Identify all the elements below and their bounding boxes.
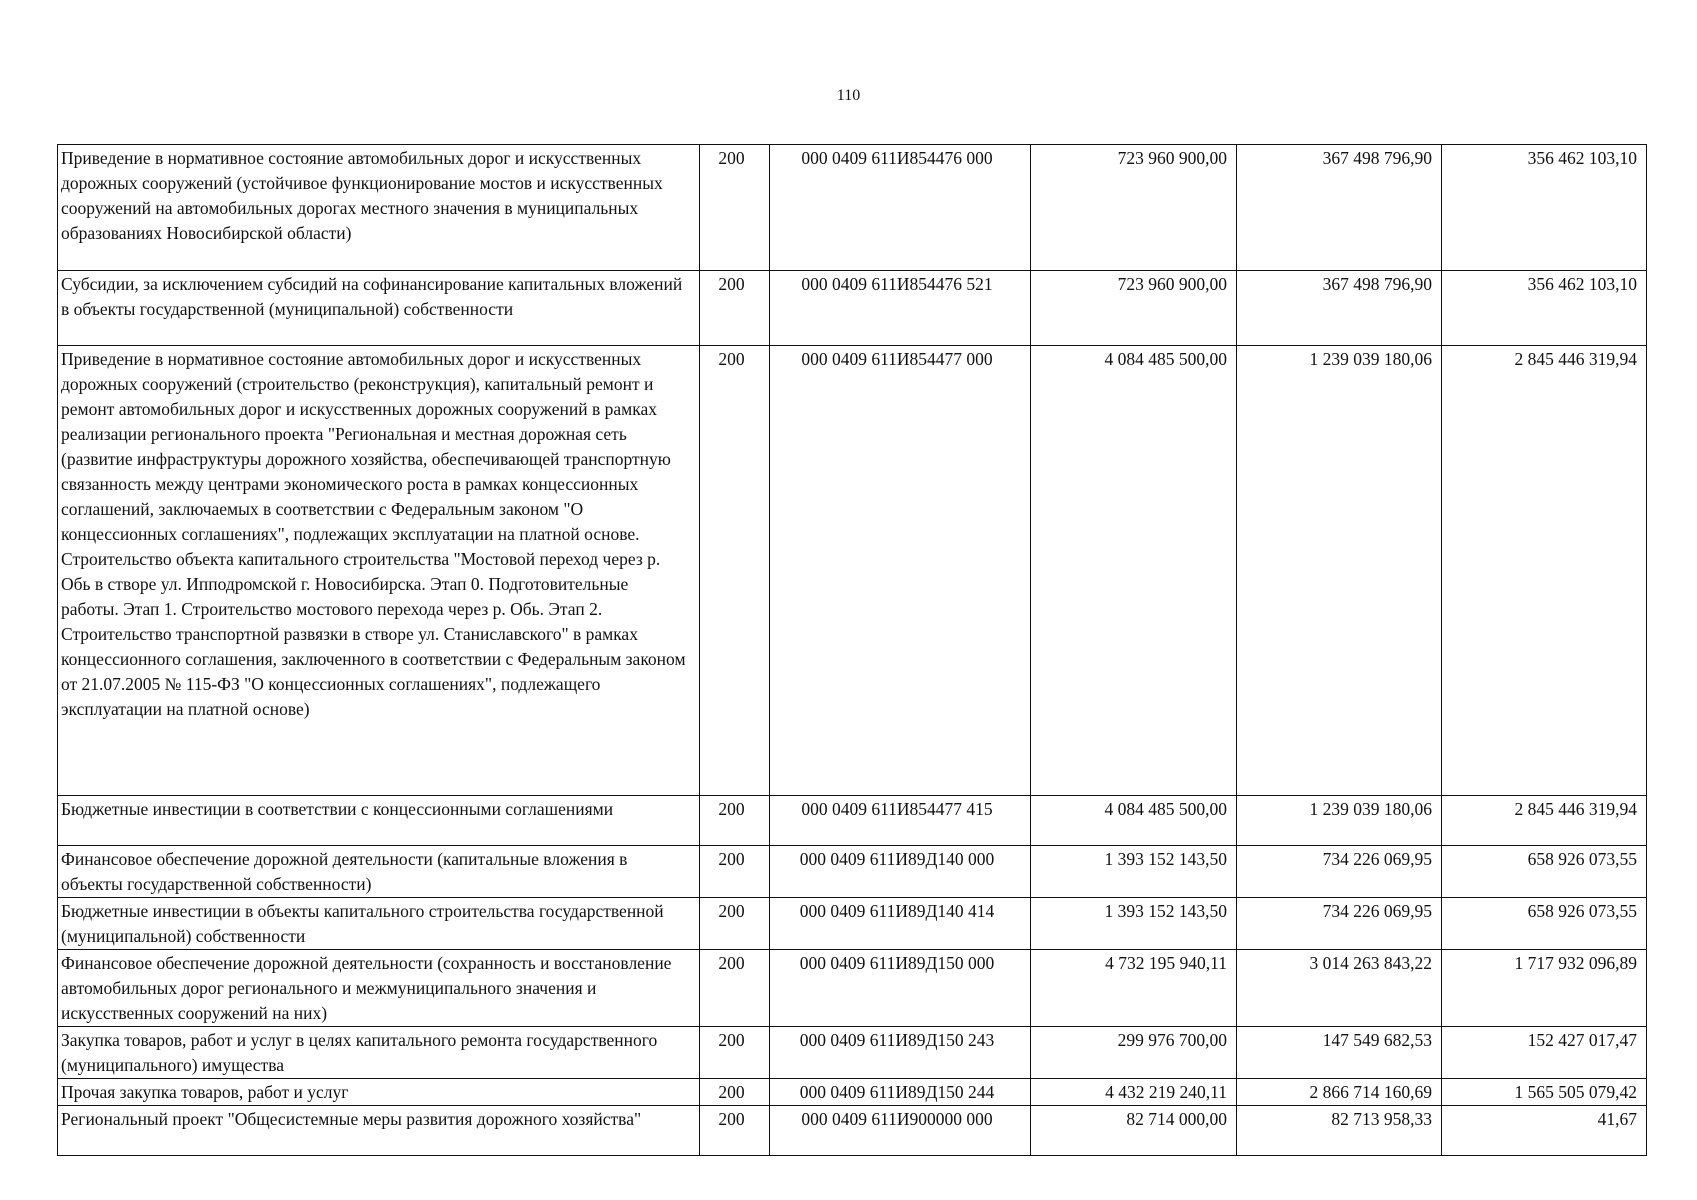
row-admin-code-cell: 200 [700, 950, 770, 1027]
row-name-cell: Приведение в нормативное состояние автомобильных дорог и искусственных дорожных сооружений (устойчивое функционирование мостов и искусственных сооружений на автомобильных дорогах местного значения в муниципальных образованиях Новосибирской области) [58, 145, 700, 271]
row-approved-amount-cell: 4 084 485 500,00 [1031, 796, 1237, 846]
row-executed-amount-cell: 1 239 039 180,06 [1237, 796, 1442, 846]
row-name-cell: Бюджетные инвестиции в объекты капитального строительства государственной (муниципальной) собственности [58, 898, 700, 950]
row-admin-code-cell: 200 [700, 271, 770, 346]
table-row [58, 898, 1647, 950]
row-executed-amount-cell: 367 498 796,90 [1237, 145, 1442, 271]
row-remaining-amount-cell: 356 462 103,10 [1442, 145, 1647, 271]
row-remaining-amount-cell: 1 565 505 079,42 [1442, 1079, 1647, 1106]
row-executed-amount-cell: 367 498 796,90 [1237, 271, 1442, 346]
row-classification-code-cell: 000 0409 611И89Д140 414 [770, 898, 1031, 950]
row-classification-code-cell: 000 0409 611И854477 000 [770, 346, 1031, 796]
row-admin-code-cell: 200 [700, 1027, 770, 1079]
row-executed-amount-cell: 734 226 069,95 [1237, 846, 1442, 898]
row-name-cell: Финансовое обеспечение дорожной деятельности (капитальные вложения в объекты государственной собственности) [58, 846, 700, 898]
row-approved-amount-cell: 299 976 700,00 [1031, 1027, 1237, 1079]
row-approved-amount-cell: 4 084 485 500,00 [1031, 346, 1237, 796]
row-admin-code-cell: 200 [700, 145, 770, 271]
budget-table [57, 144, 1647, 1156]
row-name-cell: Прочая закупка товаров, работ и услуг [58, 1079, 700, 1106]
row-approved-amount-cell: 1 393 152 143,50 [1031, 898, 1237, 950]
table-row [58, 346, 1647, 796]
row-approved-amount-cell: 4 732 195 940,11 [1031, 950, 1237, 1027]
row-executed-amount-cell: 2 866 714 160,69 [1237, 1079, 1442, 1106]
row-approved-amount-cell: 1 393 152 143,50 [1031, 846, 1237, 898]
row-remaining-amount-cell: 2 845 446 319,94 [1442, 796, 1647, 846]
row-executed-amount-cell: 147 549 682,53 [1237, 1027, 1442, 1079]
table-row [58, 796, 1647, 846]
row-approved-amount-cell: 723 960 900,00 [1031, 271, 1237, 346]
row-admin-code-cell: 200 [700, 846, 770, 898]
row-name-cell: Закупка товаров, работ и услуг в целях капитального ремонта государственного (муниципального) имущества [58, 1027, 700, 1079]
row-name-cell: Региональный проект "Общесистемные меры развития дорожного хозяйства" [58, 1106, 700, 1156]
page-number: 110 [836, 87, 861, 104]
row-approved-amount-cell: 723 960 900,00 [1031, 145, 1237, 271]
row-classification-code-cell: 000 0409 611И900000 000 [770, 1106, 1031, 1156]
row-remaining-amount-cell: 356 462 103,10 [1442, 271, 1647, 346]
row-remaining-amount-cell: 658 926 073,55 [1442, 898, 1647, 950]
row-remaining-amount-cell: 1 717 932 096,89 [1442, 950, 1647, 1027]
row-classification-code-cell: 000 0409 611И89Д150 243 [770, 1027, 1031, 1079]
row-classification-code-cell: 000 0409 611И854476 521 [770, 271, 1031, 346]
row-executed-amount-cell: 1 239 039 180,06 [1237, 346, 1442, 796]
table-row [58, 145, 1647, 271]
row-executed-amount-cell: 82 713 958,33 [1237, 1106, 1442, 1156]
row-name-cell: Приведение в нормативное состояние автомобильных дорог и искусственных дорожных сооружений (строительство (реконструкция), капитальный ремонт и ремонт автомобильных дорог и искусственных дорожных сооружений в рамках реализации регионального проекта "Региональная и местная дорожная сеть (развитие инфраструктуры дорожного хозяйства, обеспечивающей транспортную связанность между центрами экономического роста в рамках концессионных соглашений, заключаемых в соответствии с Федеральным законом "О концессионных соглашениях", подлежащих эксплуатации на платной основе. Строительство объекта капитального строительства "Мостовой переход через р. Обь в створе ул. Ипподромской г. Новосибирска. Этап 0. Подготовительные работы. Этап 1. Строительство мостового перехода через р. Обь. Этап 2. Строительство транспортной развязки в створе ул. Станиславского" в рамках концессионного соглашения, заключенного в соответствии с Федеральным законом от 21.07.2005 № 115-ФЗ "О концессионных соглашениях", подлежащего эксплуатации на платной основе) [58, 346, 700, 796]
row-remaining-amount-cell: 658 926 073,55 [1442, 846, 1647, 898]
table-row [58, 1079, 1647, 1106]
row-remaining-amount-cell: 2 845 446 319,94 [1442, 346, 1647, 796]
row-admin-code-cell: 200 [700, 1079, 770, 1106]
table-row [58, 1027, 1647, 1079]
row-classification-code-cell: 000 0409 611И89Д150 000 [770, 950, 1031, 1027]
row-name-cell: Бюджетные инвестиции в соответствии с концессионными соглашениями [58, 796, 700, 846]
row-approved-amount-cell: 4 432 219 240,11 [1031, 1079, 1237, 1106]
row-name-cell: Субсидии, за исключением субсидий на софинансирование капитальных вложений в объекты государственной (муниципальной) собственности [58, 271, 700, 346]
table-row [58, 950, 1647, 1027]
row-approved-amount-cell: 82 714 000,00 [1031, 1106, 1237, 1156]
row-name-cell: Финансовое обеспечение дорожной деятельности (сохранность и восстановление автомобильных дорог регионального и межмуниципального значения и искусственных сооружений на них) [58, 950, 700, 1027]
row-remaining-amount-cell: 152 427 017,47 [1442, 1027, 1647, 1079]
row-admin-code-cell: 200 [700, 1106, 770, 1156]
row-classification-code-cell: 000 0409 611И854476 000 [770, 145, 1031, 271]
row-classification-code-cell: 000 0409 611И854477 415 [770, 796, 1031, 846]
row-classification-code-cell: 000 0409 611И89Д150 244 [770, 1079, 1031, 1106]
table-row [58, 271, 1647, 346]
row-executed-amount-cell: 3 014 263 843,22 [1237, 950, 1442, 1027]
row-classification-code-cell: 000 0409 611И89Д140 000 [770, 846, 1031, 898]
row-admin-code-cell: 200 [700, 898, 770, 950]
row-executed-amount-cell: 734 226 069,95 [1237, 898, 1442, 950]
row-remaining-amount-cell: 41,67 [1442, 1106, 1647, 1156]
table-row [58, 846, 1647, 898]
row-admin-code-cell: 200 [700, 346, 770, 796]
row-admin-code-cell: 200 [700, 796, 770, 846]
table-row [58, 1106, 1647, 1156]
